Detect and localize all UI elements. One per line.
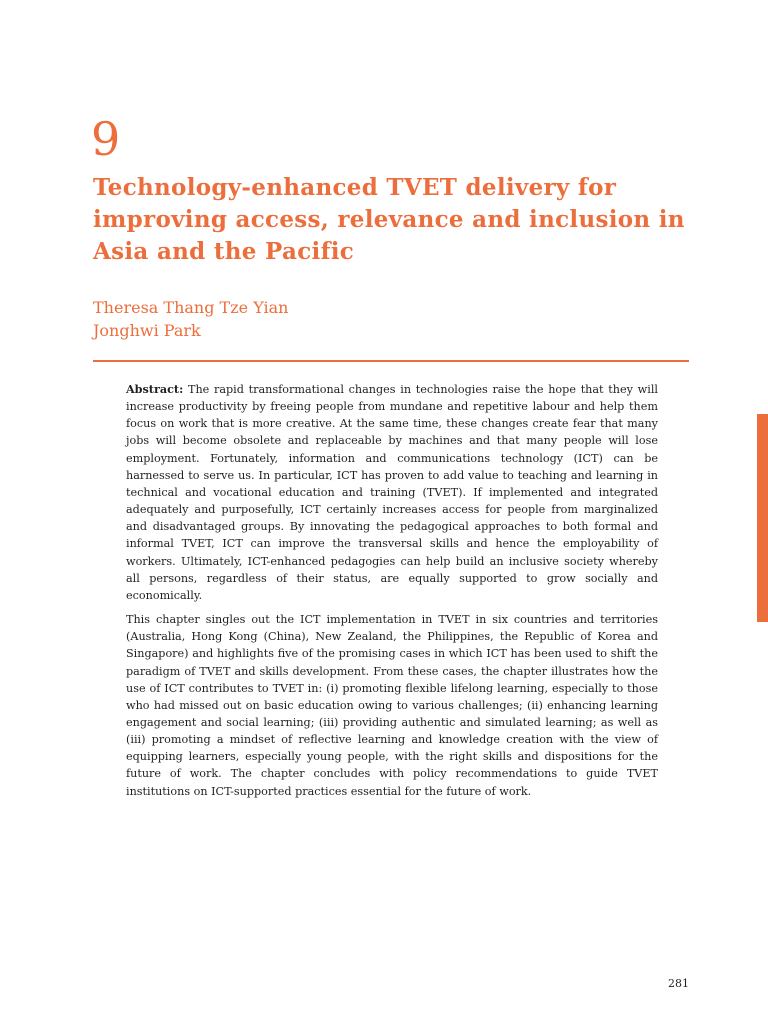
page-number: 281 (668, 977, 689, 990)
abstract-paragraph (126, 381, 658, 604)
abstract-paragraph-2: This chapter singles out the ICT implementation in TVET in six countries and territories (Australia, Hong Kong (China), New Zealand, the Philippines, the Republic of Korea and Singapore) and highlights five of the promising cases in which ICT has been used to shift the paradigm of TVET and skills development. From these cases, the chapter illustrates how the use of ICT contributes to TVET in: (i) promoting flexible lifelong learning, especially to those who had missed out on basic education owing to various challenges; (ii) enhancing learning engagement and social learning; (iii) providing authentic and simulated learning; as well as (iii) promoting a mindset of reflective learning and knowledge creation with the view of equipping learners, especially young people, with the right skills and dispositions for the future of work. The chapter concludes with policy recommendations to guide TVET institutions on ICT-supported practices essential for the future of work. (126, 613, 658, 798)
chapter-side-tab (757, 414, 768, 622)
author-name: Jonghwi Park (93, 321, 201, 340)
chapter-number: 9 (91, 112, 121, 166)
abstract-text: The rapid transformational changes in technologies raise the hope that they will increase productivity by freeing people from mundane and repetitive labour and help them focus on work that is more creative. At the same time, these changes create fear that many jobs will become obsolete and replaceable by machines and that many people will lose employment. Fortunately, information and communications technology (ICT) can be harnessed to serve us. In particular, ICT has proven to add value to teaching and learning in technical and vocational education and training (TVET). If implemented and integrated adequately and purposefully, ICT certainly increases access for people from marginalized and disadvantaged groups. By innovating the pedagogical approaches to both formal and informal TVET, ICT can improve the transversal skills and hence the employability of workers. Ultimately, ICT-enhanced pedagogies can help build an inclusive society whereby all persons, regardless of their status, are equally supported to grow socially and economically. (126, 383, 658, 602)
title-divider (93, 360, 689, 362)
abstract-label: Abstract: (126, 382, 184, 396)
author-name: Theresa Thang Tze Yian (93, 298, 289, 317)
chapter-title: Technology-enhanced TVET delivery for improving access, relevance and inclusion in Asia and the Pacific (93, 174, 685, 265)
author-list (93, 296, 288, 342)
abstract-block (126, 381, 658, 807)
